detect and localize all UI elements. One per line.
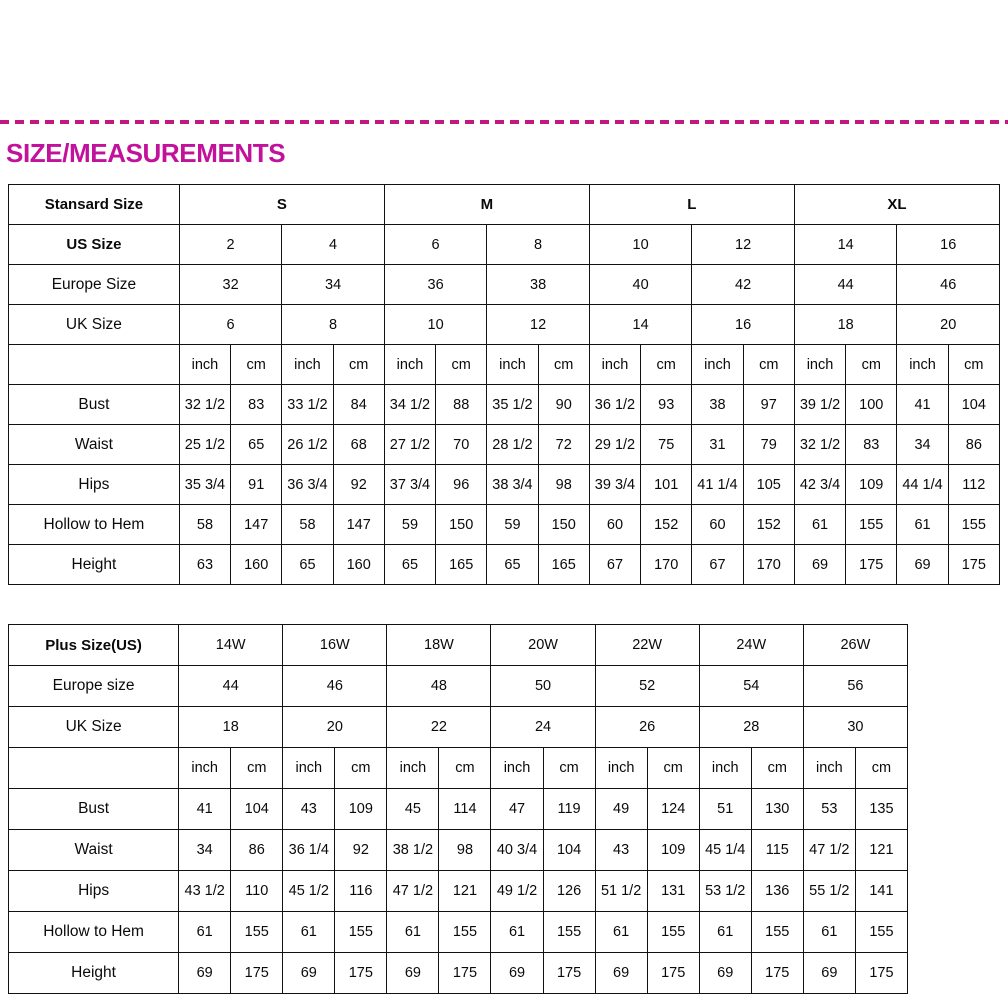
bust-val-1: 83 [231, 385, 282, 425]
waist-val-7: 72 [538, 425, 589, 465]
plus-bust-8: 49 [595, 789, 647, 830]
standard-size-label: Stansard Size [9, 185, 180, 225]
plus-unit-inch-5: inch [595, 748, 647, 789]
height-val-10: 67 [692, 545, 743, 585]
plus-uk-0: 18 [179, 707, 283, 748]
cell-us-16: 16 [897, 225, 1000, 265]
plus-table-row-uk-size [9, 707, 908, 748]
hth-val-4: 59 [384, 505, 435, 545]
standard-size-table [8, 184, 1000, 585]
waist-val-4: 27 1/2 [384, 425, 435, 465]
bust-val-3: 84 [333, 385, 384, 425]
table-row-bust [9, 385, 1000, 425]
height-val-3: 160 [333, 545, 384, 585]
unit-inch-5: inch [589, 345, 640, 385]
table-row-uk-size [9, 305, 1000, 345]
waist-val-5: 70 [436, 425, 487, 465]
row-label-hips: Hips [9, 465, 180, 505]
plus-height-0: 69 [179, 953, 231, 994]
plus-waist-6: 40 3/4 [491, 830, 543, 871]
plus-eu-3: 50 [491, 666, 595, 707]
hth-val-2: 58 [282, 505, 333, 545]
plus-eu-6: 56 [803, 666, 907, 707]
table-row-hips [9, 465, 1000, 505]
hips-val-7: 98 [538, 465, 589, 505]
table-row-units [9, 345, 1000, 385]
plus-bust-7: 119 [543, 789, 595, 830]
hth-val-15: 155 [948, 505, 999, 545]
cell-uk-14: 14 [589, 305, 692, 345]
plus-hips-6: 49 1/2 [491, 871, 543, 912]
plus-height-1: 175 [231, 953, 283, 994]
plus-unit-cm-3: cm [439, 748, 491, 789]
plus-height-2: 69 [283, 953, 335, 994]
height-val-13: 175 [846, 545, 897, 585]
hth-val-13: 155 [846, 505, 897, 545]
plus-waist-3: 92 [335, 830, 387, 871]
plus-unit-inch-4: inch [491, 748, 543, 789]
unit-inch-4: inch [487, 345, 538, 385]
table-row-waist [9, 425, 1000, 465]
plus-uk-4: 26 [595, 707, 699, 748]
row-label-bust: Bust [9, 385, 180, 425]
hth-val-7: 150 [538, 505, 589, 545]
waist-val-12: 32 1/2 [794, 425, 845, 465]
plus-waist-1: 86 [231, 830, 283, 871]
hips-val-8: 39 3/4 [589, 465, 640, 505]
plus-hth-11: 155 [751, 912, 803, 953]
row-label-us-size: US Size [9, 225, 180, 265]
height-val-2: 65 [282, 545, 333, 585]
plus-waist-8: 43 [595, 830, 647, 871]
plus-size-22w: 22W [595, 625, 699, 666]
plus-hips-11: 136 [751, 871, 803, 912]
bust-val-7: 90 [538, 385, 589, 425]
cell-eu-34: 34 [282, 265, 385, 305]
plus-height-13: 175 [855, 953, 907, 994]
cell-us-10: 10 [589, 225, 692, 265]
plus-unit-row-blank [9, 748, 179, 789]
waist-val-10: 31 [692, 425, 743, 465]
plus-unit-cm-1: cm [231, 748, 283, 789]
plus-unit-cm-6: cm [751, 748, 803, 789]
height-val-7: 165 [538, 545, 589, 585]
plus-size-14w: 14W [179, 625, 283, 666]
plus-unit-cm-7: cm [855, 748, 907, 789]
plus-uk-1: 20 [283, 707, 387, 748]
unit-inch-2: inch [282, 345, 333, 385]
plus-unit-inch-1: inch [179, 748, 231, 789]
plus-waist-11: 115 [751, 830, 803, 871]
plus-uk-5: 28 [699, 707, 803, 748]
waist-val-6: 28 1/2 [487, 425, 538, 465]
bust-val-2: 33 1/2 [282, 385, 333, 425]
cell-eu-42: 42 [692, 265, 795, 305]
plus-eu-2: 48 [387, 666, 491, 707]
bust-val-6: 35 1/2 [487, 385, 538, 425]
plus-unit-inch-3: inch [387, 748, 439, 789]
plus-hth-9: 155 [647, 912, 699, 953]
hth-val-1: 147 [231, 505, 282, 545]
plus-height-12: 69 [803, 953, 855, 994]
hips-val-4: 37 3/4 [384, 465, 435, 505]
plus-row-label-bust: Bust [9, 789, 179, 830]
cell-eu-32: 32 [179, 265, 282, 305]
cell-eu-40: 40 [589, 265, 692, 305]
plus-uk-3: 24 [491, 707, 595, 748]
plus-size-26w: 26W [803, 625, 907, 666]
cell-us-8: 8 [487, 225, 590, 265]
plus-hips-3: 116 [335, 871, 387, 912]
row-label-height: Height [9, 545, 180, 585]
plus-height-11: 175 [751, 953, 803, 994]
height-val-14: 69 [897, 545, 948, 585]
unit-cm-6: cm [743, 345, 794, 385]
plus-hips-7: 126 [543, 871, 595, 912]
plus-size-20w: 20W [491, 625, 595, 666]
height-val-0: 63 [179, 545, 230, 585]
bust-val-5: 88 [436, 385, 487, 425]
plus-bust-3: 109 [335, 789, 387, 830]
height-val-8: 67 [589, 545, 640, 585]
row-label-europe-size: Europe Size [9, 265, 180, 305]
unit-inch-6: inch [692, 345, 743, 385]
plus-hth-3: 155 [335, 912, 387, 953]
height-val-9: 170 [641, 545, 692, 585]
bust-val-13: 100 [846, 385, 897, 425]
plus-bust-5: 114 [439, 789, 491, 830]
plus-eu-4: 52 [595, 666, 699, 707]
hips-val-11: 105 [743, 465, 794, 505]
plus-hips-13: 141 [855, 871, 907, 912]
plus-hips-2: 45 1/2 [283, 871, 335, 912]
plus-height-8: 69 [595, 953, 647, 994]
plus-table-row-hips [9, 871, 908, 912]
plus-size-18w: 18W [387, 625, 491, 666]
hips-val-15: 112 [948, 465, 999, 505]
plus-table-row-europe-size [9, 666, 908, 707]
plus-height-5: 175 [439, 953, 491, 994]
table-row-hollow-to-hem [9, 505, 1000, 545]
plus-hips-1: 110 [231, 871, 283, 912]
unit-row-blank [9, 345, 180, 385]
bust-val-10: 38 [692, 385, 743, 425]
plus-row-label-hollow-to-hem: Hollow to Hem [9, 912, 179, 953]
plus-size-label: Plus Size(US) [9, 625, 179, 666]
waist-val-9: 75 [641, 425, 692, 465]
waist-val-3: 68 [333, 425, 384, 465]
waist-val-14: 34 [897, 425, 948, 465]
plus-waist-9: 109 [647, 830, 699, 871]
plus-bust-4: 45 [387, 789, 439, 830]
waist-val-0: 25 1/2 [179, 425, 230, 465]
plus-eu-0: 44 [179, 666, 283, 707]
waist-val-13: 83 [846, 425, 897, 465]
plus-height-6: 69 [491, 953, 543, 994]
hips-val-9: 101 [641, 465, 692, 505]
cell-us-14: 14 [794, 225, 897, 265]
plus-waist-0: 34 [179, 830, 231, 871]
waist-val-1: 65 [231, 425, 282, 465]
cell-uk-20: 20 [897, 305, 1000, 345]
hth-val-8: 60 [589, 505, 640, 545]
table-row-height [9, 545, 1000, 585]
plus-row-label-uk-size: UK Size [9, 707, 179, 748]
group-l: L [589, 185, 794, 225]
plus-uk-2: 22 [387, 707, 491, 748]
plus-size-table [8, 624, 908, 994]
unit-cm-4: cm [538, 345, 589, 385]
hth-val-12: 61 [794, 505, 845, 545]
cell-eu-38: 38 [487, 265, 590, 305]
plus-hips-0: 43 1/2 [179, 871, 231, 912]
plus-hth-4: 61 [387, 912, 439, 953]
group-xl: XL [794, 185, 999, 225]
hth-val-14: 61 [897, 505, 948, 545]
bust-val-8: 36 1/2 [589, 385, 640, 425]
cell-uk-16: 16 [692, 305, 795, 345]
hips-val-1: 91 [231, 465, 282, 505]
plus-bust-6: 47 [491, 789, 543, 830]
plus-waist-10: 45 1/4 [699, 830, 751, 871]
hth-val-3: 147 [333, 505, 384, 545]
plus-hth-2: 61 [283, 912, 335, 953]
plus-bust-2: 43 [283, 789, 335, 830]
plus-hips-9: 131 [647, 871, 699, 912]
plus-bust-1: 104 [231, 789, 283, 830]
plus-row-label-europe-size: Europe size [9, 666, 179, 707]
plus-unit-cm-2: cm [335, 748, 387, 789]
plus-waist-12: 47 1/2 [803, 830, 855, 871]
hips-val-6: 38 3/4 [487, 465, 538, 505]
cell-uk-6: 6 [179, 305, 282, 345]
waist-val-2: 26 1/2 [282, 425, 333, 465]
cell-us-2: 2 [179, 225, 282, 265]
height-val-5: 165 [436, 545, 487, 585]
plus-eu-5: 54 [699, 666, 803, 707]
cell-uk-12: 12 [487, 305, 590, 345]
unit-cm-2: cm [333, 345, 384, 385]
plus-table-row-bust [9, 789, 908, 830]
unit-cm-3: cm [436, 345, 487, 385]
bust-val-12: 39 1/2 [794, 385, 845, 425]
row-label-hollow-to-hem: Hollow to Hem [9, 505, 180, 545]
plus-unit-inch-7: inch [803, 748, 855, 789]
bust-val-11: 97 [743, 385, 794, 425]
unit-inch-7: inch [794, 345, 845, 385]
dashed-divider [0, 120, 1008, 124]
group-m: M [384, 185, 589, 225]
plus-row-label-height: Height [9, 953, 179, 994]
unit-inch-3: inch [384, 345, 435, 385]
hth-val-6: 59 [487, 505, 538, 545]
plus-hth-10: 61 [699, 912, 751, 953]
plus-hth-13: 155 [855, 912, 907, 953]
hips-val-10: 41 1/4 [692, 465, 743, 505]
plus-waist-7: 104 [543, 830, 595, 871]
plus-height-4: 69 [387, 953, 439, 994]
cell-eu-36: 36 [384, 265, 487, 305]
plus-row-label-waist: Waist [9, 830, 179, 871]
hth-val-9: 152 [641, 505, 692, 545]
hth-val-0: 58 [179, 505, 230, 545]
plus-hth-0: 61 [179, 912, 231, 953]
plus-hth-8: 61 [595, 912, 647, 953]
height-val-6: 65 [487, 545, 538, 585]
bust-val-0: 32 1/2 [179, 385, 230, 425]
plus-bust-13: 135 [855, 789, 907, 830]
plus-hips-8: 51 1/2 [595, 871, 647, 912]
height-val-4: 65 [384, 545, 435, 585]
height-val-1: 160 [231, 545, 282, 585]
hips-val-5: 96 [436, 465, 487, 505]
plus-bust-12: 53 [803, 789, 855, 830]
unit-inch-1: inch [179, 345, 230, 385]
bust-val-14: 41 [897, 385, 948, 425]
plus-height-3: 175 [335, 953, 387, 994]
row-label-uk-size: UK Size [9, 305, 180, 345]
hips-val-2: 36 3/4 [282, 465, 333, 505]
plus-waist-5: 98 [439, 830, 491, 871]
cell-uk-8: 8 [282, 305, 385, 345]
height-val-12: 69 [794, 545, 845, 585]
cell-uk-18: 18 [794, 305, 897, 345]
bust-val-9: 93 [641, 385, 692, 425]
plus-table-row-header [9, 625, 908, 666]
plus-size-24w: 24W [699, 625, 803, 666]
unit-inch-8: inch [897, 345, 948, 385]
plus-unit-cm-5: cm [647, 748, 699, 789]
plus-table-row-waist [9, 830, 908, 871]
plus-bust-10: 51 [699, 789, 751, 830]
plus-waist-13: 121 [855, 830, 907, 871]
waist-val-8: 29 1/2 [589, 425, 640, 465]
plus-uk-6: 30 [803, 707, 907, 748]
hips-val-13: 109 [846, 465, 897, 505]
plus-hth-7: 155 [543, 912, 595, 953]
plus-eu-1: 46 [283, 666, 387, 707]
group-s: S [179, 185, 384, 225]
plus-hth-5: 155 [439, 912, 491, 953]
cell-us-6: 6 [384, 225, 487, 265]
plus-hips-10: 53 1/2 [699, 871, 751, 912]
hips-val-3: 92 [333, 465, 384, 505]
unit-cm-5: cm [641, 345, 692, 385]
unit-cm-7: cm [846, 345, 897, 385]
plus-waist-4: 38 1/2 [387, 830, 439, 871]
hips-val-14: 44 1/4 [897, 465, 948, 505]
plus-bust-11: 130 [751, 789, 803, 830]
hth-val-10: 60 [692, 505, 743, 545]
plus-unit-inch-2: inch [283, 748, 335, 789]
plus-row-label-hips: Hips [9, 871, 179, 912]
hth-val-5: 150 [436, 505, 487, 545]
hth-val-11: 152 [743, 505, 794, 545]
hips-val-12: 42 3/4 [794, 465, 845, 505]
cell-uk-10: 10 [384, 305, 487, 345]
cell-eu-46: 46 [897, 265, 1000, 305]
cell-us-4: 4 [282, 225, 385, 265]
unit-cm-1: cm [231, 345, 282, 385]
plus-table-row-height [9, 953, 908, 994]
plus-table-row-units [9, 748, 908, 789]
plus-hips-12: 55 1/2 [803, 871, 855, 912]
plus-hips-4: 47 1/2 [387, 871, 439, 912]
plus-bust-9: 124 [647, 789, 699, 830]
plus-bust-0: 41 [179, 789, 231, 830]
plus-hth-1: 155 [231, 912, 283, 953]
height-val-11: 170 [743, 545, 794, 585]
table-row-europe-size [9, 265, 1000, 305]
plus-height-7: 175 [543, 953, 595, 994]
waist-val-11: 79 [743, 425, 794, 465]
bust-val-15: 104 [948, 385, 999, 425]
plus-size-16w: 16W [283, 625, 387, 666]
cell-eu-44: 44 [794, 265, 897, 305]
hips-val-0: 35 3/4 [179, 465, 230, 505]
height-val-15: 175 [948, 545, 999, 585]
plus-height-9: 175 [647, 953, 699, 994]
table-row-group-header [9, 185, 1000, 225]
plus-unit-inch-6: inch [699, 748, 751, 789]
plus-height-10: 69 [699, 953, 751, 994]
plus-unit-cm-4: cm [543, 748, 595, 789]
bust-val-4: 34 1/2 [384, 385, 435, 425]
plus-hth-6: 61 [491, 912, 543, 953]
table-row-us-size [9, 225, 1000, 265]
page-title: SIZE/MEASUREMENTS [6, 138, 286, 168]
unit-cm-8: cm [948, 345, 999, 385]
waist-val-15: 86 [948, 425, 999, 465]
plus-table-row-hollow-to-hem [9, 912, 908, 953]
plus-waist-2: 36 1/4 [283, 830, 335, 871]
row-label-waist: Waist [9, 425, 180, 465]
plus-hips-5: 121 [439, 871, 491, 912]
plus-hth-12: 61 [803, 912, 855, 953]
cell-us-12: 12 [692, 225, 795, 265]
